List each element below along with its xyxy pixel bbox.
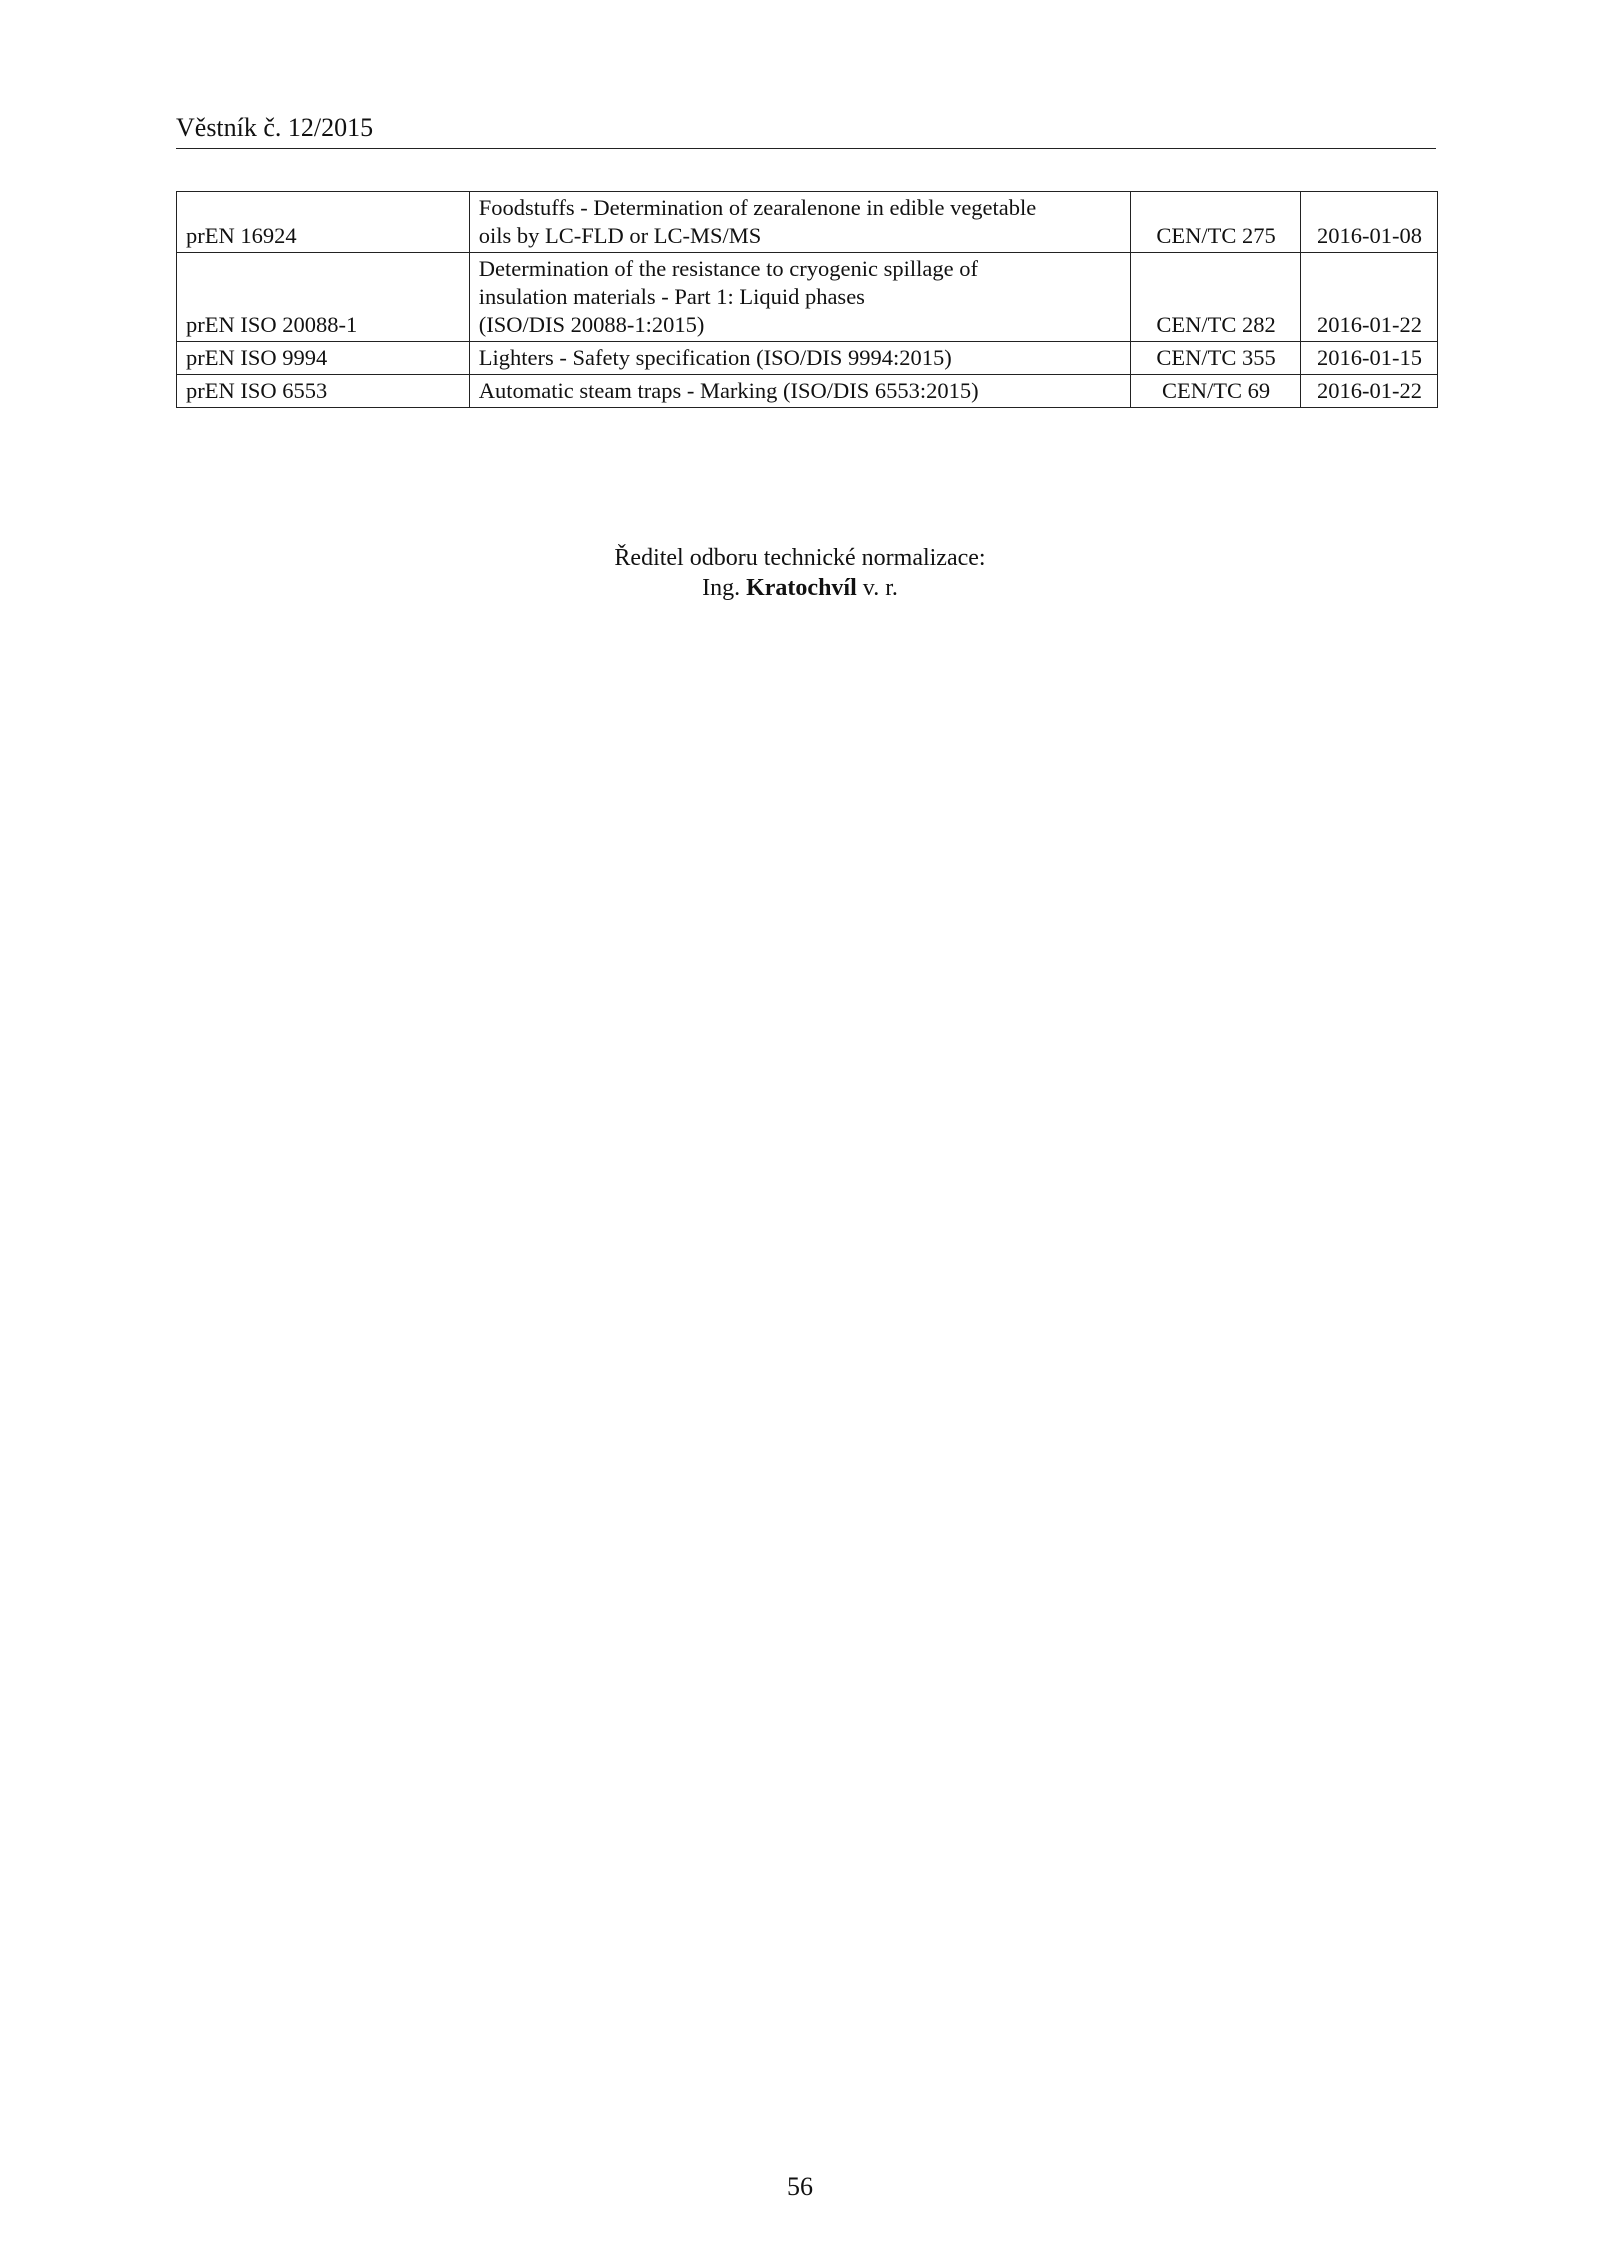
table-row (177, 192, 1438, 253)
technical-committee: CEN/TC 355 (1131, 342, 1301, 375)
page-number: 56 (787, 2172, 813, 2201)
signatory-role: Ředitel odboru technické normalizace: (614, 545, 986, 571)
title-line: insulation materials - Part 1: Liquid phases (478, 284, 865, 309)
signatory-suffix: v. r. (862, 575, 898, 601)
deadline-date: 2016-01-15 (1301, 342, 1438, 375)
signatory-line (0, 573, 1600, 603)
standard-code: prEN ISO 20088-1 (177, 253, 470, 342)
title-line: Automatic steam traps - Marking (ISO/DIS 6553:2015) (478, 378, 979, 403)
title-line: oils by LC-FLD or LC-MS/MS (478, 223, 762, 248)
technical-committee: CEN/TC 69 (1131, 375, 1301, 408)
title-line: (ISO/DIS 20088-1:2015) (478, 312, 705, 337)
title-line: Determination of the resistance to cryogenic spillage of (478, 256, 978, 281)
standards-table (176, 191, 1438, 408)
standard-code: prEN 16924 (177, 192, 470, 253)
page-header (176, 112, 1436, 149)
deadline-date: 2016-01-08 (1301, 192, 1438, 253)
table-row (177, 375, 1438, 408)
title-line: Lighters - Safety specification (ISO/DIS 9994:2015) (478, 345, 952, 370)
table-row (177, 342, 1438, 375)
standard-title (469, 342, 1130, 375)
technical-committee: CEN/TC 275 (1131, 192, 1301, 253)
standard-title (469, 253, 1130, 342)
table-row (177, 253, 1438, 342)
title-line: Foodstuffs - Determination of zearalenone in edible vegetable (478, 195, 1037, 220)
standard-code: prEN ISO 6553 (177, 375, 470, 408)
standard-title (469, 375, 1130, 408)
standard-code: prEN ISO 9994 (177, 342, 470, 375)
standard-title (469, 192, 1130, 253)
journal-issue-title: Věstník č. 12/2015 (176, 113, 374, 142)
technical-committee: CEN/TC 282 (1131, 253, 1301, 342)
signature-block (0, 543, 1600, 603)
signatory-name: Kratochvíl (746, 575, 857, 601)
signatory-prefix: Ing. (702, 575, 741, 601)
deadline-date: 2016-01-22 (1301, 253, 1438, 342)
deadline-date: 2016-01-22 (1301, 375, 1438, 408)
